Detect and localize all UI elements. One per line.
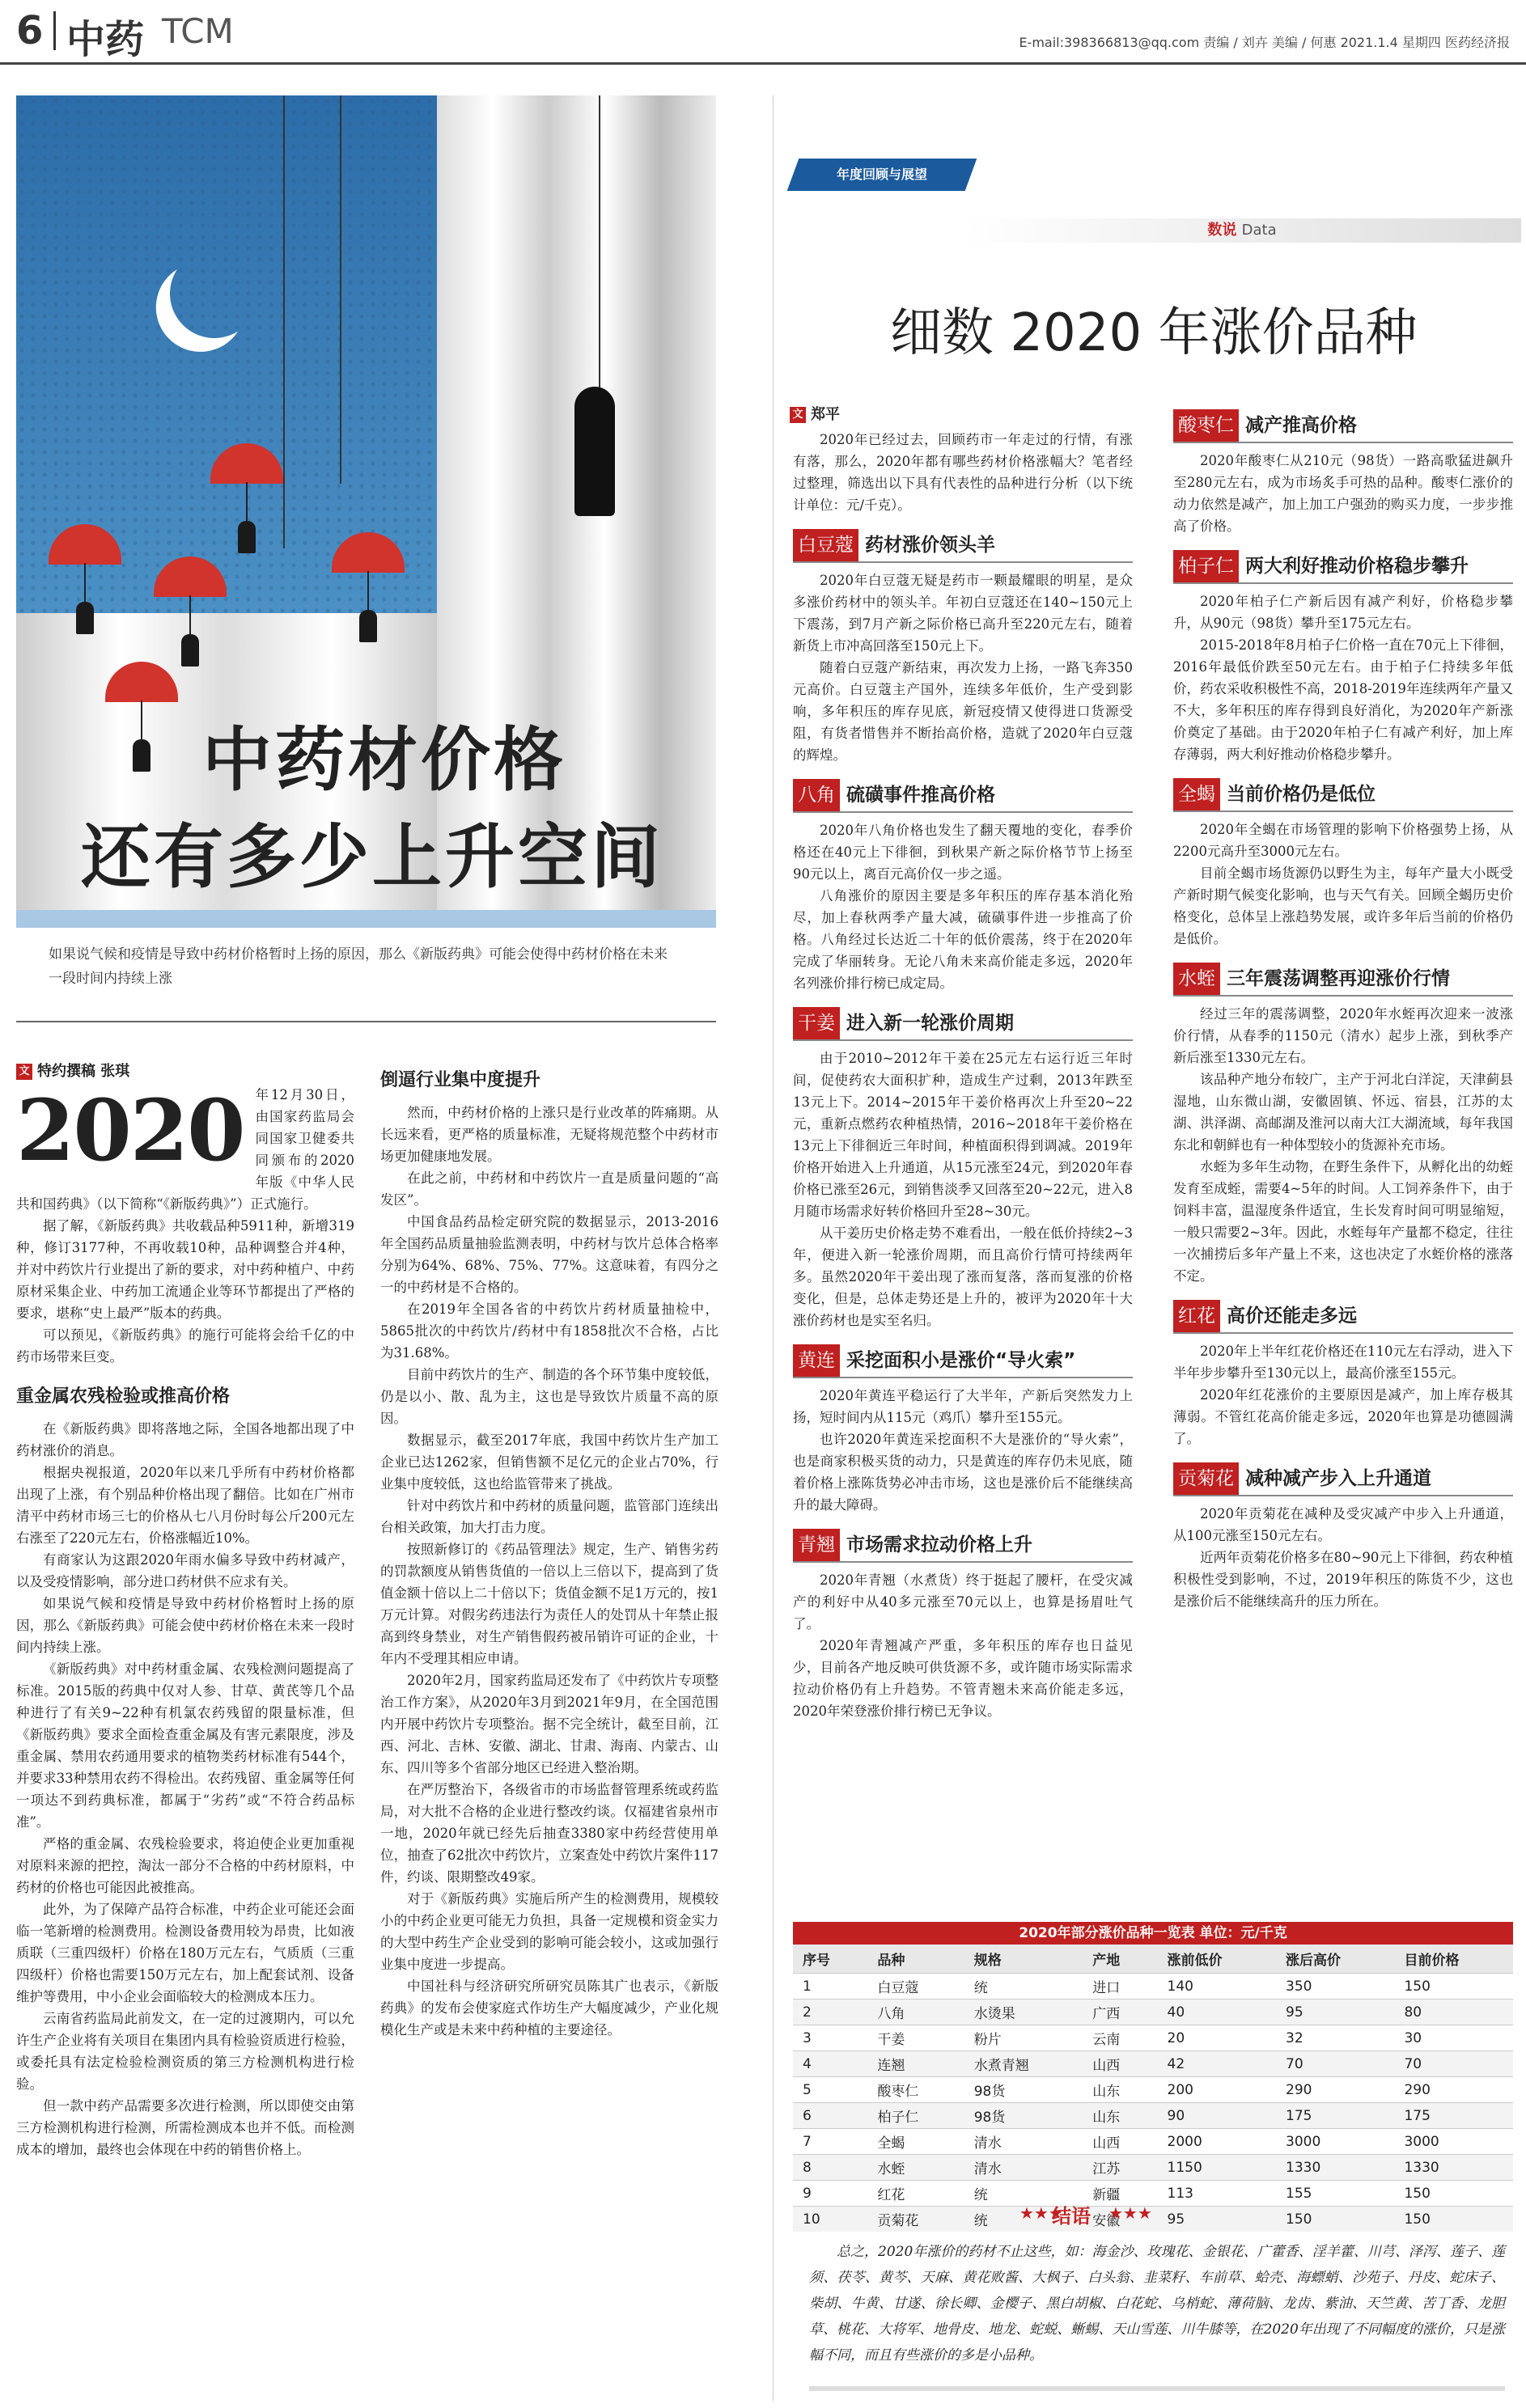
- herb-name-tag: 红花: [1173, 1300, 1220, 1332]
- section-name: 中药: [66, 17, 145, 62]
- table-cell: 3000: [1276, 2129, 1394, 2155]
- price-table: [793, 1922, 1513, 2232]
- table-header-row: [793, 1945, 1513, 1974]
- conclusion-text: 总之，2020年涨价的药材不止这些，如：海金沙、玫瑰花、金银花、广藿香、淫羊藿、川芎、泽泻、莲子、莲须、茯苓、黄芩、天麻、黄花败酱、大枫子、白头翁、韭菜籽、车前草、蛤壳、海螵蛸、沙苑子、丹皮、蛇床子、柴胡、牛黄、甘遂、徐长卿、金樱子、黑白胡椒、白花蛇、乌梢蛇、薄荷脑、龙齿、紫油、天竺黄、苦丁香、龙胆草、桃花、大将军、地骨皮、地龙、蛇蜕、蜥蜴、天山雪莲、川牛膝等，在2020年出现了不同幅度的涨价，只是涨幅不同，而且有些涨价的多是小品种。: [809, 2244, 1505, 2364]
- herb-name-tag: 酸枣仁: [1173, 409, 1239, 442]
- divider: [16, 1021, 716, 1022]
- paragraph: 《新版药典》对中药材重金属、农残检测问题提高了标准。2015版的药典中仅对人参、甘草、黄芪等几个品种进行了有关9~22种有机氯农药残留的限量标准，但《新版药典》要求全面检查重金属及有害元素限度，涉及重金属、禁用农药通用要求的植物类药材标准有544个，并要求33种禁用农药不得检出。农药残留、重金属等任何一项达不到药典标准，都属于“劣药”或“不符合药品标准”。: [16, 1661, 354, 1830]
- paragraph: 八角涨价的原因主要是多年积压的库存基本消化殆尽，加上春秋两季产量大减，硫磺事件进一步推高了价格。八角经过长达近二十年的低价震荡，终于在2020年完成了华丽转身。无论八角未来高价能走多远，2020年名列涨价排行榜已成定局。: [793, 888, 1133, 991]
- table-cell: 6: [793, 2103, 867, 2129]
- lead-paragraph: 年12月30日，由国家药监局会同国家卫健委共同颁布的2020年版《中华人民共和国药典》（以下简称“《新版药典》”）正式施行。: [16, 1087, 354, 1212]
- table-cell: 175: [1394, 2103, 1513, 2129]
- footer-rule: [809, 2386, 1505, 2391]
- table-cell: 安徽: [1083, 2207, 1157, 2232]
- table-row: [793, 2103, 1513, 2129]
- table-cell: 1330: [1394, 2155, 1513, 2181]
- parachute-figure: [105, 662, 178, 702]
- section-name-en: TCM: [162, 11, 234, 51]
- paragraph: 2020年青翘（水煮货）终于挺起了腰杆，在受灾减产的利好中从40多元涨至70元以上，也算是扬眉吐气了。: [793, 1572, 1133, 1631]
- paragraph: 在《新版药典》即将落地之际，全国各地都出现了中药材涨价的消息。: [16, 1421, 354, 1458]
- table-cell: 155: [1276, 2181, 1394, 2207]
- byline-text: 特约撰稿 张琪: [37, 1063, 130, 1080]
- paragraph: 2020年上半年红花价格还在110元左右浮动，进入下半年步步攀升至130元以上，最高价涨至155元。: [1173, 1344, 1513, 1381]
- table-cell: 红花: [867, 2181, 964, 2207]
- section-headline: 两大利好推动价格稳步攀升: [1245, 556, 1469, 577]
- table-cell: 113: [1158, 2181, 1276, 2207]
- table-header-cell: 产地: [1083, 1945, 1157, 1974]
- paragraph: 针对中药饮片和中药材的质量问题，监管部门连续出台相关政策，加大打击力度。: [380, 1498, 718, 1535]
- paragraph: 2020年黄连平稳运行了大半年，产新后突然发力上扬，短时间内从115元（鸡爪）攀升至155元。: [793, 1388, 1133, 1425]
- hero-bottom-bar: [16, 910, 716, 928]
- section-headline: 高价还能走多远: [1227, 1306, 1357, 1327]
- table-cell: 150: [1394, 2207, 1513, 2232]
- table-cell: 统: [964, 2207, 1083, 2232]
- table-cell: 酸枣仁: [867, 2077, 964, 2103]
- section-headline: 三年震荡调整再迎涨价行情: [1227, 968, 1450, 989]
- data-column-2: [1173, 396, 1513, 1909]
- table-header-cell: 序号: [793, 1945, 867, 1974]
- table-row: [793, 2077, 1513, 2103]
- table-cell: 70: [1276, 2051, 1394, 2077]
- table-header-cell: 涨前低价: [1158, 1945, 1276, 1974]
- paragraph: 严格的重金属、农残检验要求，将迫使企业更加重视对原料来源的把控，淘汰一部分不合格的中药材原料，中药材的价格也可能因此被推高。: [16, 1836, 354, 1895]
- section-heading: [1173, 1462, 1513, 1496]
- table-cell: 山东: [1083, 2103, 1157, 2129]
- feature-column-2: [380, 1052, 718, 2402]
- paragraph: 也许2020年黄连采挖面积不大是涨价的“导火索”，也是商家积极买货的动力，只是黄连的库存仍未见底，随着价格上涨陈货势必冲击市场，这也是涨价后不能继续高升的最大障碍。: [793, 1432, 1133, 1513]
- subheading: 倒逼行业集中度提升: [380, 1070, 541, 1090]
- section-headline: 采挖面积小是涨价“导火索”: [846, 1350, 1076, 1371]
- rope-3: [599, 95, 600, 403]
- data-title: 细数 2020 年涨价品种: [890, 303, 1418, 363]
- paragraph: 可以预见，《新版药典》的施行可能将会给千亿的中药市场带来巨变。: [16, 1327, 354, 1365]
- feature-title-line1: 中药材价格: [202, 720, 566, 801]
- section-heading: [1173, 1300, 1513, 1334]
- section-heading: [1173, 963, 1513, 997]
- table-cell: 30: [1394, 2025, 1513, 2051]
- rope-1: [283, 95, 285, 548]
- parachute-figure: [332, 532, 405, 573]
- table-cell: 白豆蔻: [867, 1974, 964, 2000]
- section-heading: [793, 529, 1133, 563]
- paragraph: 然而，中药材价格的上涨只是行业改革的阵痛期。从长远来看，更严格的质量标准，无疑将规范整个中药材市场更加健康地发展。: [380, 1105, 718, 1164]
- table-cell: 水烫果: [964, 2000, 1083, 2025]
- paragraph: 2015-2018年8月柏子仁价格一直在70元上下徘徊，2016年最低价跌至50元左右。由于柏子仁持续多年低价，药农采收积极性不高，2018-2019年连续两年产量又不大，多年积压的库存得到良好消化，为2020年产新涨价奠定了基础。由于2020年柏子仁有减产利好，加上库存薄弱，两大利好推动价格稳步攀升。: [1173, 637, 1513, 762]
- table-cell: 江苏: [1083, 2155, 1157, 2181]
- table-row: [793, 2207, 1513, 2232]
- table-cell: 2: [793, 2000, 867, 2025]
- section-heading: [793, 1007, 1133, 1041]
- table-row: [793, 2025, 1513, 2051]
- table-cell: 八角: [867, 2000, 964, 2025]
- section-headline: 市场需求拉动价格上升: [846, 1534, 1032, 1555]
- data-tag-cn: 数说: [1207, 222, 1237, 239]
- feature-byline: [16, 1060, 129, 1081]
- table-cell: 98货: [964, 2103, 1083, 2129]
- intro-paragraph: 2020年已经过去，回顾药市一年走过的行情，有涨有落，那么，2020年都有哪些药材价格涨幅大？笔者经过整理，筛选出以下具有代表性的品种进行分析（以下统计单位：元/千克）。: [793, 432, 1133, 513]
- stars-icon: ★★★: [1019, 2203, 1063, 2223]
- table-cell: 150: [1276, 2207, 1394, 2232]
- herb-name-tag: 全蝎: [1173, 778, 1220, 810]
- table-header-cell: 涨后高价: [1276, 1945, 1394, 1974]
- table-cell: 清水: [964, 2129, 1083, 2155]
- banner-text: 年度回顾与展望: [836, 167, 927, 182]
- paragraph: 2020年八角价格也发生了翻天覆地的变化，春季价格还在40元上下徘徊，到秋果产新之际价格节节上扬至90元以上，离百元高价仅一步之遥。: [793, 823, 1133, 882]
- herb-name-tag: 白豆蔻: [793, 529, 858, 561]
- rope-2: [340, 95, 341, 484]
- table-cell: 山西: [1083, 2129, 1157, 2155]
- paragraph: 数据显示，截至2017年底，我国中药饮片生产加工企业已达1262家，但销售额不足亿元的企业占70%，行业集中度较低，这也给监管带来了挑战。: [380, 1433, 718, 1492]
- section-heading: [1173, 778, 1513, 812]
- page-number: 6: [16, 8, 44, 53]
- section-headline: 药材涨价领头羊: [865, 535, 995, 556]
- herb-name-tag: 黄连: [793, 1344, 840, 1377]
- herb-name-tag: 水蛭: [1173, 963, 1220, 995]
- data-tag: [963, 218, 1521, 243]
- paragraph: 经过三年的震荡调整，2020年水蛭再次迎来一波涨价行情，从春季的1150元（清水）起步上涨，到秋季产新后涨至1330元左右。: [1173, 1006, 1513, 1065]
- subheading: 重金属农残检验或推高价格: [16, 1386, 231, 1407]
- table-cell: 98货: [964, 2077, 1083, 2103]
- section-headline: 进入新一轮涨价周期: [846, 1013, 1014, 1034]
- table-header-cell: 规格: [964, 1945, 1083, 1974]
- paragraph: 目前中药饮片的生产、制造的各个环节集中度较低，仍是以小、散、乱为主，这也是导致饮片质量不高的原因。: [380, 1367, 718, 1426]
- table-cell: 1150: [1158, 2155, 1276, 2181]
- table-cell: 4: [793, 2051, 867, 2077]
- section-headline: 减种减产步入上升通道: [1245, 1468, 1431, 1489]
- table-cell: 42: [1158, 2051, 1276, 2077]
- table-cell: 290: [1394, 2077, 1513, 2103]
- feature-column-1: [16, 1084, 354, 2402]
- table-cell: 20: [1158, 2025, 1276, 2051]
- climber-figure: [574, 387, 615, 516]
- table-cell: 新疆: [1083, 2181, 1157, 2207]
- table-caption: 2020年部分涨价品种一览表 单位：元/千克: [793, 1922, 1513, 1945]
- table-row: [793, 2155, 1513, 2181]
- table-cell: 90: [1158, 2103, 1276, 2129]
- herb-name-tag: 青翘: [793, 1529, 840, 1561]
- section-headline: 减产推高价格: [1245, 415, 1357, 436]
- table-row: [793, 2129, 1513, 2155]
- paragraph: 从干姜历史价格走势不难看出，一般在低价持续2~3年，便进入新一轮涨价周期，而且高价行情可持续两年多。虽然2020年干姜出现了涨而复落，落而复涨的价格变化，但是，总体走势还是上升的，被评为2020年十大涨价药材也是实至名归。: [793, 1225, 1133, 1328]
- table-cell: 150: [1394, 1974, 1513, 2000]
- table-cell: 95: [1276, 2000, 1394, 2025]
- header-divider: [53, 11, 56, 50]
- paragraph: 2020年柏子仁产新后因有减产利好，价格稳步攀升，从90元（98货）攀升至175元左右。: [1173, 594, 1513, 631]
- table-cell: 5: [793, 2077, 867, 2103]
- herb-name-tag: 柏子仁: [1173, 550, 1239, 582]
- section-heading: [1173, 550, 1513, 584]
- feature-title-line2: 还有多少上升空间: [81, 817, 663, 898]
- table-header-cell: 目前价格: [1394, 1945, 1513, 1974]
- parachute-figure: [210, 443, 283, 484]
- section-heading: [1173, 409, 1513, 443]
- table-cell: 290: [1276, 2077, 1394, 2103]
- paragraph: 在严厉整治下，各级省市的市场监督管理系统或药监局，对大批不合格的企业进行整改约谈。仅福建省泉州市一地，2020年就已经先后抽查3380家中药经营使用单位，抽查了62批次中药饮片，立案查处中药饮片案件117件，约谈、限期整改49家。: [380, 1782, 718, 1885]
- paragraph: 水蛭为多年生动物，在野生条件下，从孵化出的幼蛭发育至成蛭，需要4~5年的时间。人工饲养条件下，由于饲料丰富，温湿度条件适宜，生长发育时间可明显缩短，一般只需要2~3年。因此，水蛭每年产量都不稳定，往往一次捕捞后多年产量上不来，这也决定了水蛭价格的涨落不定。: [1173, 1159, 1513, 1284]
- table-cell: 10: [793, 2207, 867, 2232]
- table-cell: 70: [1394, 2051, 1513, 2077]
- table-cell: 粉片: [964, 2025, 1083, 2051]
- table-cell: 1: [793, 1974, 867, 2000]
- data-byline: [790, 403, 840, 424]
- review-banner: [787, 159, 977, 191]
- paragraph: 近两年贡菊花价格多在80~90元上下徘徊，药农种植积极性受到影响，不过，2019年积压的陈货不少，这也是涨价后不能继续高升的压力所在。: [1173, 1550, 1513, 1609]
- conclusion-title: 结语: [1052, 2205, 1091, 2228]
- author: 郑平: [811, 406, 840, 423]
- stars-icon: ★★★: [1108, 2203, 1152, 2223]
- paragraph: 2020年2月，国家药监局还发布了《中药饮片专项整治工作方案》，从2020年3月到2021年9月，在全国范围内开展中药饮片专项整治。据不完全统计，截至目前，江西、河北、吉林、安徽、湖北、甘肃、海南、内蒙古、山东、四川等多个省部分地区已经进入整治期。: [380, 1673, 718, 1775]
- table-row: [793, 1974, 1513, 2000]
- paragraph: 但一款中药产品需要多次进行检测，所以即使交由第三方检测机构进行检测，所需检测成本也并不低。而检测成本的增加，最终也会体现在中药的销售价格上。: [16, 2098, 354, 2157]
- table-header-cell: 品种: [867, 1945, 964, 1974]
- paragraph: 2020年酸枣仁从210元（98货）一路高歌猛进飙升至280元左右，成为市场炙手可热的品种。酸枣仁涨价的动力依然是减产，加上加工户强劲的购买力度，一步步推高了价格。: [1173, 453, 1513, 534]
- table-cell: 水蛭: [867, 2155, 964, 2181]
- table-cell: 200: [1158, 2077, 1276, 2103]
- section-headline: 硫磺事件推高价格: [846, 785, 995, 806]
- herb-name-tag: 八角: [793, 779, 840, 811]
- table-cell: 清水: [964, 2155, 1083, 2181]
- table-cell: 水煮青翘: [964, 2051, 1083, 2077]
- table-cell: 云南: [1083, 2025, 1157, 2051]
- table-cell: 山西: [1083, 2051, 1157, 2077]
- paragraph: 目前全蝎市场货源仍以野生为主，每年产量大小既受产新时期气候变化影响，也与天气有关。回顾全蝎历史价格变化，总体呈上涨趋势发展，或许多年后当前的价格仍是低价。: [1173, 865, 1513, 946]
- table-row: [793, 2051, 1513, 2077]
- lead-number: 2020: [16, 1084, 244, 1180]
- paragraph: 该品种产地分布较广，主产于河北白洋淀，天津蓟县湿地，山东微山湖，安徽固镇、怀远、宿县，江苏的太湖、洪泽湖、高邮湖及淮河以南大江大湖流域，每年我国东北和朝鲜也有一种体型较小的货源补充市场。: [1173, 1072, 1513, 1153]
- feature-dek: 如果说气候和疫情是导致中药材价格暂时上扬的原因，那么《新版药典》可能会使得中药材价格在未来一段时间内持续上涨: [49, 946, 668, 987]
- table-cell: 350: [1276, 1974, 1394, 2000]
- herb-name-tag: 干姜: [793, 1007, 840, 1039]
- data-column-1: [793, 429, 1133, 1909]
- table-row: [793, 2181, 1513, 2207]
- table-cell: 全蝎: [867, 2129, 964, 2155]
- paragraph: 中国食品药品检定研究院的数据显示，2013-2016年全国药品质量抽验监测表明，中药材与饮片总体合格率分别为64%、68%、75%、77%。这意味着，有四分之一的中药材是不合格的。: [380, 1214, 718, 1295]
- section-heading: [793, 1344, 1133, 1378]
- table-cell: 175: [1276, 2103, 1394, 2129]
- table-cell: 40: [1158, 2000, 1276, 2025]
- wen-icon: 文: [790, 407, 806, 423]
- table-cell: 山东: [1083, 2077, 1157, 2103]
- section-headline: 当前价格仍是低位: [1227, 784, 1376, 805]
- paragraph: 如果说气候和疫情是导致中药材价格暂时上扬的原因，那么《新版药典》可能会使中药材价格在未来一段时间内持续上涨。: [16, 1596, 354, 1655]
- paragraph: 2020年白豆蔻无疑是药市一颗最耀眼的明星，是众多涨价药材中的领头羊。年初白豆蔻还在140~150元上下震荡，到7月产新之际价格已高升至220元左右，随着新货上市冲高回落至150元上下。: [793, 573, 1133, 654]
- table-cell: 1330: [1276, 2155, 1394, 2181]
- paragraph: 2020年贡菊花在减种及受灾减产中步入上升通道，从100元涨至150元左右。: [1173, 1506, 1513, 1543]
- table-cell: 7: [793, 2129, 867, 2155]
- table-cell: 连翘: [867, 2051, 964, 2077]
- table-cell: 32: [1276, 2025, 1394, 2051]
- table-cell: 150: [1394, 2181, 1513, 2207]
- paragraph: 云南省药监局此前发文，在一定的过渡期内，可以允许生产企业将有关项目在集团内具有检验资质进行检验，或委托具有法定检验检测资质的第三方检测机构进行检验。: [16, 2011, 354, 2092]
- table-cell: 3: [793, 2025, 867, 2051]
- paragraph: 在此之前，中药材和中药饮片一直是质量问题的“高发区”。: [380, 1170, 718, 1208]
- table-cell: 95: [1158, 2207, 1276, 2232]
- parachute-figure: [49, 524, 121, 565]
- paragraph: 对于《新版药典》实施后所产生的检测费用，规模较小的中药企业更可能无力负担，具备一定规模和资金实力的大型中药生产企业受到的影响可能会较小，这或加强行业集中度进一步提高。: [380, 1891, 718, 1972]
- table-cell: 柏子仁: [867, 2103, 964, 2129]
- table-cell: 3000: [1394, 2129, 1513, 2155]
- herb-name-tag: 贡菊花: [1173, 1462, 1239, 1495]
- section-heading: [793, 1529, 1133, 1563]
- paragraph: 据了解，《新版药典》共收载品种5911种，新增319种，修订3177种，不再收载10种，品种调整合并4种，并对中药饮片行业提出了新的要求，对中药种植户、中药原材采集企业、中药加工流通企业等环节都提出了严格的要求，堪称“史上最严”版本的药典。: [16, 1218, 354, 1321]
- paragraph: 根据央视报道，2020年以来几乎所有中药材价格都出现了上涨，有个别品种价格出现了翻倍。比如在广州市清平中药材市场三七的价格从七八月份时每公斤200元左右涨至了220元左右，价格涨幅近10%。: [16, 1465, 354, 1546]
- paragraph: 2020年青翘减产严重，多年积压的库存也日益见少，目前各产地反映可供货源不多，或许随市场实际需求拉动价格仍有上升趋势。不管青翘未来高价能走多远，2020年荣登涨价排行榜已无争议。: [793, 1638, 1133, 1719]
- paragraph: 中国社科与经济研究所研究员陈其广也表示，《新版药典》的发布会使家庭式作坊生产大幅度减少，产业化规模化生产或是未来中药种植的主要途径。: [380, 1978, 718, 2038]
- paragraph: 此外，为了保障产品符合标准，中药企业可能还会面临一笔新增的检测费用。检测设备费用较为昂贵，比如液质联（三重四级杆）价格在180万元左右，气质质（三重四级杆）价格也需要150万元左右，加上配套试剂、设备维护等费用，中小企业会面临较大的检测成本压力。: [16, 1902, 354, 2004]
- paragraph: 2020年红花涨价的主要原因是减产，加上库存极其薄弱。不管红花高价能走多远，2020年也算是功德圆满了。: [1173, 1387, 1513, 1446]
- table-cell: 统: [964, 2181, 1083, 2207]
- table-cell: 80: [1394, 2000, 1513, 2025]
- header-info: E-mail:398366813@qq.com 责编 / 刘卉 美编 / 何惠 2021.1.4 星期四 医药经济报: [1019, 35, 1510, 50]
- table-cell: 统: [964, 1974, 1083, 2000]
- parachute-figure: [154, 557, 227, 597]
- paragraph: 2020年全蝎在市场管理的影响下价格强势上扬，从2200元高升至3000元左右。: [1173, 822, 1513, 859]
- paragraph: 随着白豆蔻产新结束，再次发力上扬，一路飞奔350元高价。白豆蔻主产国外，连续多年低价，生产受到影响，多年积压的库存见底，新冠疫情又使得进口货源受阻，有货者惜售并不断抬高价格，造就了2020年白豆蔻的辉煌。: [793, 660, 1133, 763]
- table-cell: 广西: [1083, 2000, 1157, 2025]
- table-cell: 8: [793, 2155, 867, 2181]
- table-cell: 干姜: [867, 2025, 964, 2051]
- table-cell: 贡菊花: [867, 2207, 964, 2232]
- table-cell: 9: [793, 2181, 867, 2207]
- paragraph: 在2019年全国各省的中药饮片药材质量抽检中，5865批次的中药饮片/药材中有1858批次不合格，占比为31.68%。: [380, 1301, 718, 1361]
- wen-icon: 文: [16, 1064, 32, 1080]
- table-row: [793, 2000, 1513, 2025]
- section-heading: [793, 779, 1133, 813]
- table-cell: 进口: [1083, 1974, 1157, 2000]
- paragraph: 由于2010~2012年干姜在25元左右运行近三年时间，促使药农大面积扩种，造成生产过剩，2013年跌至13元上下。2014~2015年干姜价格再次上升至20~22元，重新点燃药农种植热情，2016~2018年干姜价格在13元上下徘徊近三年时间，种植面积得到调减。2019年价格开始进入上升通道，从15元涨至24元，到2020年春价格已涨至26元，到销售淡季又回落至20~22元，进入8月随市场需求好转价格回升至28~30元。: [793, 1051, 1133, 1219]
- paragraph: 有商家认为这跟2020年雨水偏多导致中药材减产，以及受疫情影响，部分进口药材供不应求有关。: [16, 1552, 354, 1589]
- paragraph: 按照新修订的《药品管理法》规定，生产、销售劣药的罚款额度从销售货值的一倍以上三倍以下，提高到了货值金额十倍以上二十倍以下；货值金额不足1万元的，按1万元计算。对假劣药违法行为责任人的处罚从十年禁止报高到终身禁业，对生产销售假药被吊销许可证的企业，十年内不受理其相应申请。: [380, 1542, 718, 1666]
- table-cell: 140: [1158, 1974, 1276, 2000]
- table-cell: 2000: [1158, 2129, 1276, 2155]
- data-tag-en: Data: [1241, 222, 1277, 239]
- page-header: [0, 0, 1526, 65]
- column-divider: [773, 95, 774, 2401]
